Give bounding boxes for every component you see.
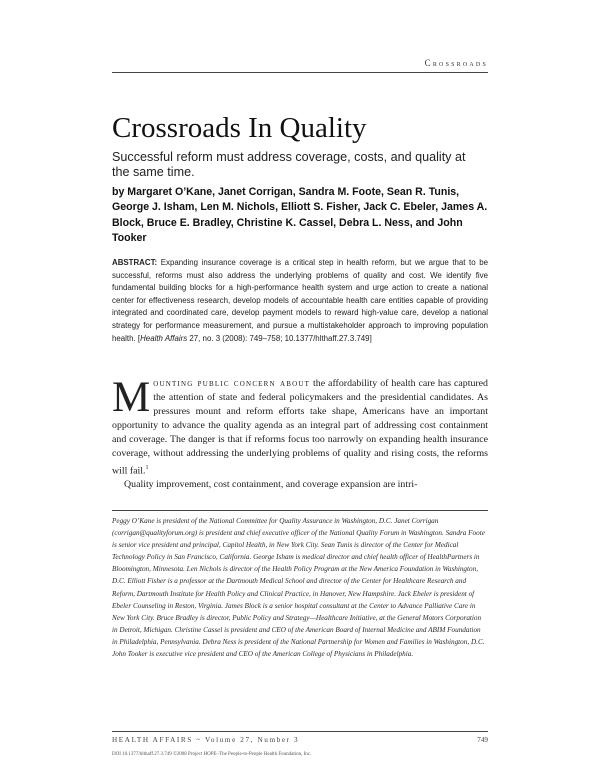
article-body	[112, 374, 488, 492]
body-paragraph-1	[112, 374, 488, 478]
journal-footer: HEALTH AFFAIRS ~ Volume 27, Number 3	[112, 736, 300, 744]
abstract-label: ABSTRACT:	[112, 258, 158, 267]
drop-cap: M	[112, 374, 151, 421]
abstract-cite-rest: 27, no. 3 (2008): 749–758; 10.1377/hlthaff.27.3.749]	[189, 333, 372, 343]
article-title: Crossroads In Quality	[112, 112, 367, 144]
page-number: 749	[477, 736, 488, 744]
footer-rule	[112, 731, 488, 732]
bio-rule	[112, 510, 488, 511]
header-rule	[112, 72, 488, 73]
article-subtitle: Successful reform must address coverage, costs, and quality at the same time.	[112, 150, 466, 179]
footnote-ref[interactable]: 1	[145, 465, 149, 471]
section-label: Crossroads	[424, 58, 488, 68]
abstract-text: Expanding insurance coverage is a critical step in health reform, but we argue that to be successful, reforms must also address the underlying problems of quality and cost. We identify five fundamental building blocks for a high-performance health system and urge action to create a national center for effectiveness research, develop models of accountable health care entities capable of providing integrated and coordinated care, develop payment models to reward high-value care, develop a national strategy for performance measurement, and pursue a multistakeholder approach to improving population health.	[112, 258, 488, 343]
abstract-cite-open: [	[137, 333, 141, 343]
body-paragraph-2: Quality improvement, cost containment, and coverage expansion are intri-	[124, 479, 418, 491]
paragraph-1-text: the affordability of health care has captured the attention of state and federal policymakers and the presidential candidates. As pressures mount and reform efforts take shape, Americans have an important opportunity to advance the quality agenda as an integral part of addressing cost containment and coverage. The danger is that if reforms focus too narrowly on expanding health insurance coverage, without addressing the underlying problems of quality and rising costs, the reforms will fail.	[112, 378, 488, 477]
lead-in-smallcaps: ounting public concern about	[153, 378, 311, 389]
author-list: by Margaret O’Kane, Janet Corrigan, Sandra M. Foote, Sean R. Tunis, George J. Isham, Len M. Nichols, Elliott S. Fisher, Jack C. Ebeler, James A. Block, Bruce E. Bradley, Christine K. Cassel, Debra L. Ness, and John Tooker	[112, 186, 488, 245]
abstract	[112, 257, 488, 345]
abstract-cite-journal: Health Affairs	[140, 333, 188, 343]
doi-line: DOI 10.1377/hlthaff.27.3.749 ©2008 Project HOPE–The People-to-People Health Foundation, Inc.	[112, 752, 312, 757]
author-bio: Peggy O’Kane is president of the National Committee for Quality Assurance in Washington, D.C. Janet Corrigan (corrigan@qualityforum.org) is president and chief executive officer of the National Quality Forum in Washington. Sandra Foote is senior vice president and principal, Capitol Health, in New York City. Sean Tunis is director of the Center for Medical Technology Policy in San Francisco, California. George Isham is medical director and chief health officer of HealthPartners in Bloomington, Minnesota. Len Nichols is director of the Health Policy Program at the New America Foundation in Washington, D.C. Elliott Fisher is a professor at the Dartmouth Medical School and director of the Center for Healthcare Research and Reform, Dartmouth Institute for Health Policy and Clinical Practice, in Hanover, New Hampshire. Jack Ebeler is president of Ebeler Counseling in Reston, Virginia. James Block is a senior hospital consultant at the Center to Advance Palliative Care in New York City. Bruce Bradley is director, Public Policy and Strategy—Healthcare Initiative, at the General Motors Corporation in Detroit, Michigan. Christine Cassel is president and CEO of the American Board of Internal Medicine and ABIM Foundation in Philadelphia, Pennsylvania. Debra Ness is president of the National Partnership for Women and Families in Washington, D.C. John Tooker is executive vice president and CEO of the American College of Physicians in Philadelphia.	[112, 517, 485, 659]
